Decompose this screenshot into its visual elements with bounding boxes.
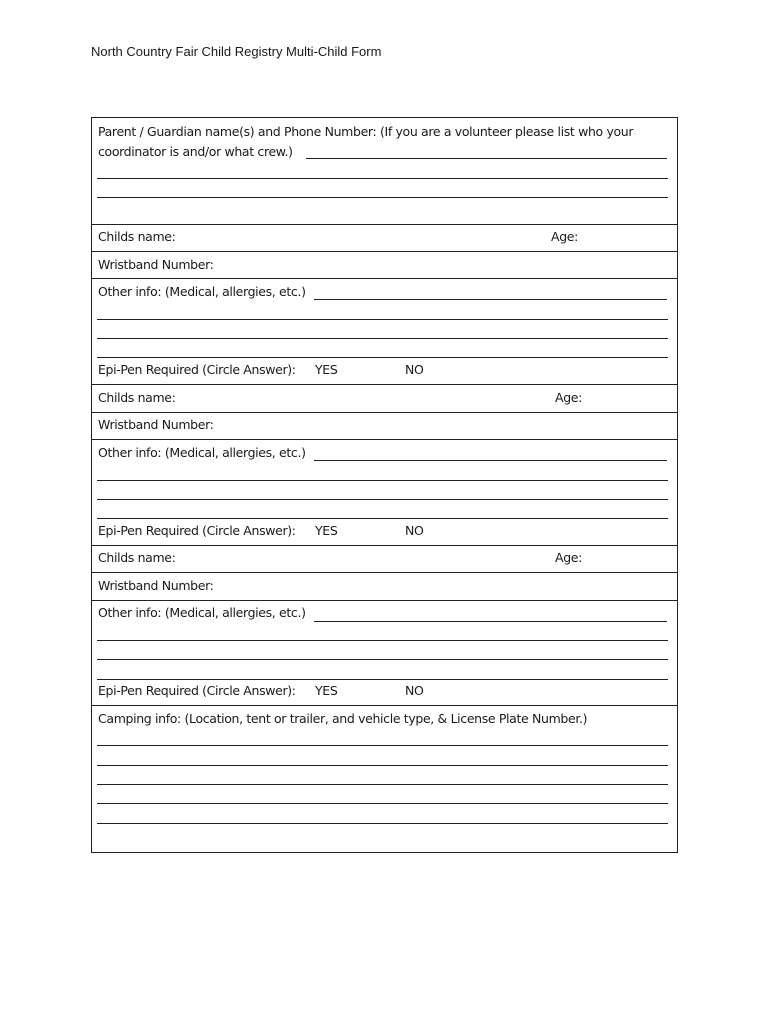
section-divider [92,545,677,546]
child-2-wristband-label: Wristband Number: [98,417,214,432]
child-2-name-label: Childs name: [98,390,176,405]
child-3-wristband-label: Wristband Number: [98,578,214,593]
child-3-other-info-line-1[interactable] [314,621,667,622]
child-2-other-info-line-2[interactable] [97,480,668,481]
child-1-wristband-label: Wristband Number: [98,257,214,272]
child-1-other-info-line-2[interactable] [97,319,668,320]
child-1-epipen-yes[interactable]: YES [315,362,338,377]
registry-form [91,117,678,853]
child-3-other-info-label: Other info: (Medical, allergies, etc.) [98,605,306,620]
row-divider [92,412,677,413]
child-3-epipen-yes[interactable]: YES [315,683,338,698]
parent-answer-line-2[interactable] [97,178,668,179]
row-divider [92,600,677,601]
child-1-epipen-no[interactable]: NO [405,362,424,377]
child-3-epipen-no[interactable]: NO [405,683,424,698]
child-1-epipen-label: Epi-Pen Required (Circle Answer): [98,362,296,377]
camping-line-5[interactable] [97,823,668,824]
row-divider [92,278,677,279]
section-divider [92,705,677,706]
page-title: North Country Fair Child Registry Multi-Child Form [91,44,382,59]
child-3-name-label: Childs name: [98,550,176,565]
child-2-other-info-label: Other info: (Medical, allergies, etc.) [98,445,306,460]
parent-answer-line-3[interactable] [97,197,668,198]
child-1-name-label: Childs name: [98,229,176,244]
child-1-other-info-line-4[interactable] [97,357,668,358]
child-2-other-info-line-3[interactable] [97,499,668,500]
child-2-epipen-no[interactable]: NO [405,523,424,538]
row-divider [92,572,677,573]
child-2-age-label: Age: [555,390,582,405]
child-3-other-info-line-2[interactable] [97,640,668,641]
child-2-epipen-label: Epi-Pen Required (Circle Answer): [98,523,296,538]
camping-line-4[interactable] [97,803,668,804]
child-2-epipen-yes[interactable]: YES [315,523,338,538]
parent-answer-line-1[interactable] [306,158,667,159]
camping-line-2[interactable] [97,765,668,766]
child-1-other-info-line-1[interactable] [314,299,667,300]
parent-label-line1: Parent / Guardian name(s) and Phone Number: (If you are a volunteer please list who your [98,124,634,139]
child-1-other-info-line-3[interactable] [97,338,668,339]
camping-info-label: Camping info: (Location, tent or trailer, and vehicle type, & License Plate Number.) [98,711,588,726]
child-1-other-info-label: Other info: (Medical, allergies, etc.) [98,284,306,299]
child-3-other-info-line-3[interactable] [97,659,668,660]
child-2-other-info-line-4[interactable] [97,518,668,519]
section-divider [92,384,677,385]
row-divider [92,251,677,252]
child-3-epipen-label: Epi-Pen Required (Circle Answer): [98,683,296,698]
child-1-age-label: Age: [551,229,578,244]
camping-line-3[interactable] [97,784,668,785]
child-3-other-info-line-4[interactable] [97,679,668,680]
child-3-age-label: Age: [555,550,582,565]
section-divider [92,224,677,225]
camping-line-1[interactable] [97,745,668,746]
row-divider [92,439,677,440]
child-2-other-info-line-1[interactable] [314,460,667,461]
parent-label-line2: coordinator is and/or what crew.) [98,144,293,159]
